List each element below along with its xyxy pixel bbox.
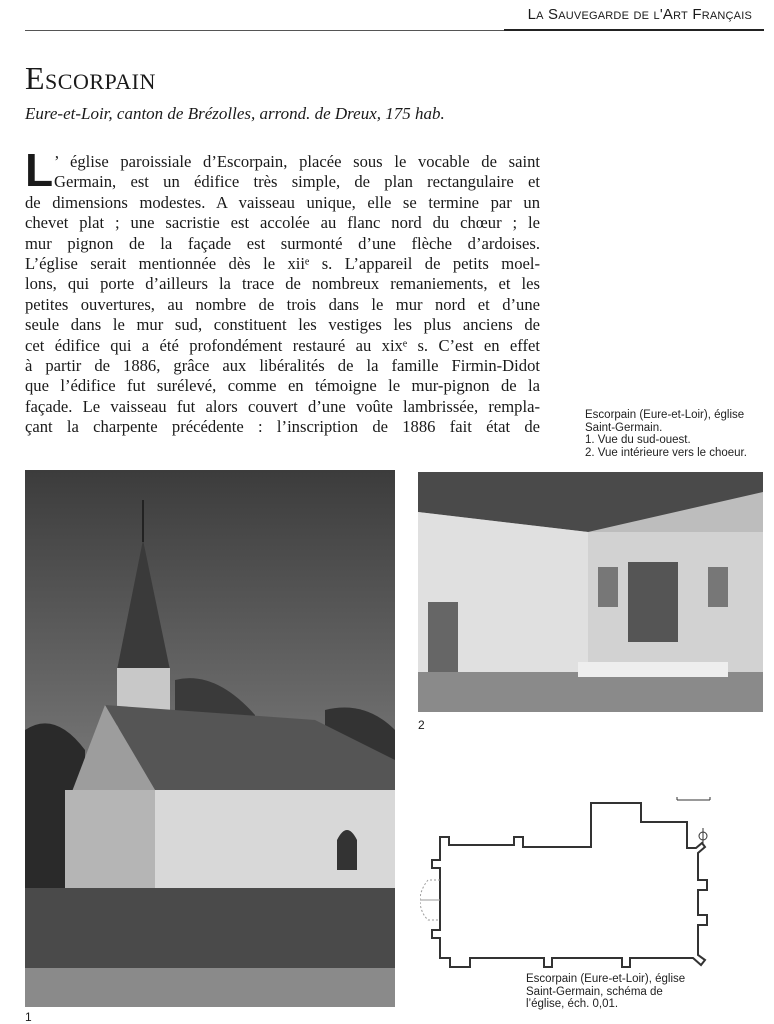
church-interior-photo [418, 472, 763, 712]
text-line: cet édifice qui a été profondément restauré au xixᵉ s. C’est en effet [25, 335, 540, 355]
caption-line: Escorpain (Eure-et-Loir), église [585, 409, 745, 421]
caption-line: 1. Vue du sud-ouest. [585, 434, 691, 446]
text-line: de dimensions modestes. A vaisseau unique, elle se termine par un [25, 192, 540, 212]
text-line: chevet plat ; une sacristie est accolée au flanc nord du chœur ; le [25, 213, 540, 233]
text-line: petites ouvertures, au nombre de trois dans le mur nord et d’une [25, 294, 540, 314]
text-line: çant la charpente précédente : l’inscription de 1886 fait état de [25, 417, 540, 437]
caption-line: Saint-Germain, schéma de [526, 985, 663, 998]
page-title: Escorpain [25, 60, 156, 96]
header-rule-thick [504, 29, 764, 31]
plan-caption [526, 973, 716, 1011]
subtitle: Eure-et-Loir, canton de Brézolles, arrond. de Dreux, 175 hab. [25, 104, 445, 123]
drop-cap: L [25, 144, 54, 196]
photo-number: 2 [418, 718, 425, 732]
text-line: mur pignon de la façade est surmonté d’une flèche d’ardoises. [25, 233, 540, 253]
text-line: L’église serait mentionnée dès le xiiᵉ s. L’appareil de petits moel- [25, 253, 540, 273]
church-exterior-photo [25, 470, 395, 1007]
text-line: lons, qui porte d’ailleurs la trace de nombreux remaniements, et les [25, 274, 540, 294]
text-line: seule dans le mur sud, constituent les vestiges les plus anciens de [25, 315, 540, 335]
running-head: La Sauvegarde de l'Art Français [527, 6, 752, 23]
text-line: Germain, est un édifice très simple, de plan rectangulaire et [54, 172, 540, 192]
text-line: ’ église paroissiale d’Escorpain, placée sous le vocable de saint [54, 152, 540, 171]
photo-number: 1 [25, 1010, 32, 1024]
caption-line: 2. Vue intérieure vers le choeur. [585, 446, 747, 459]
caption-line: l’église, éch. 0,01. [526, 998, 619, 1010]
text-line: à partir de 1886, grâce aux libéralités de la famille Firmin-Didot [25, 355, 540, 375]
body-text [25, 144, 540, 437]
text-line: que l’édifice fut surélevé, comme en témoigne le mur-pignon de la [25, 376, 540, 396]
caption-line: Escorpain (Eure-et-Loir), église [526, 973, 686, 985]
photo-caption [585, 409, 774, 459]
church-floor-plan [420, 795, 720, 975]
caption-line: Saint-Germain. [585, 421, 663, 434]
text-line: façade. Le vaisseau fut alors couvert d’une voûte lambrissée, rempla- [25, 396, 540, 416]
